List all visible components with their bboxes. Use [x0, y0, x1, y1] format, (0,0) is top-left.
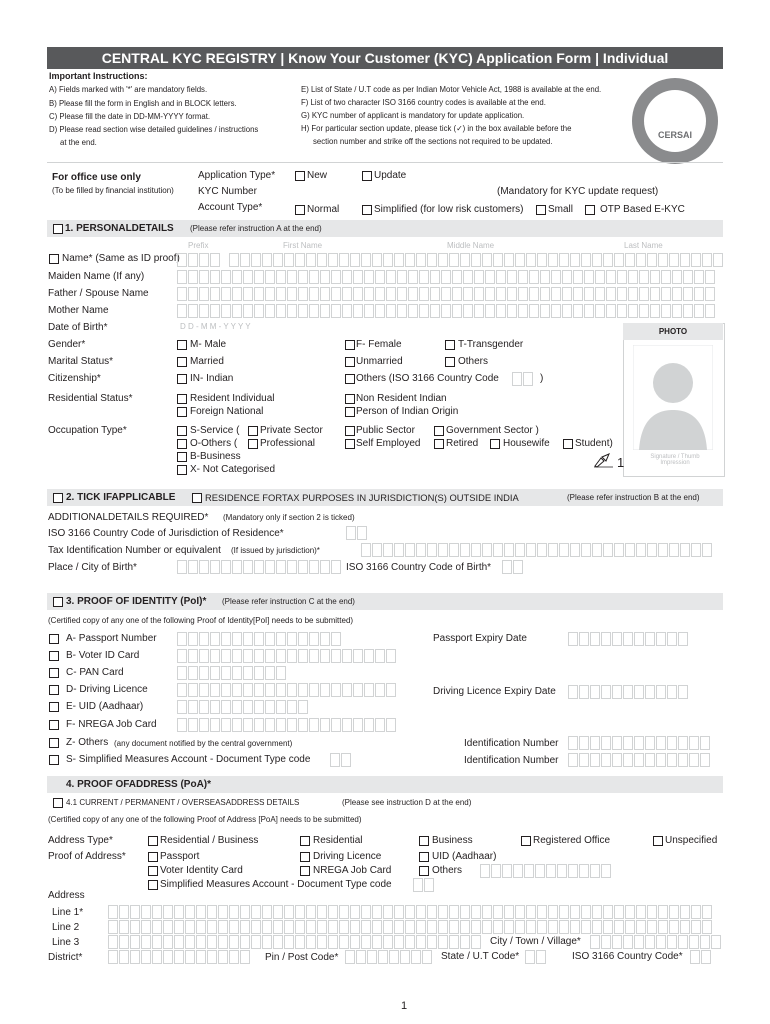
poa-simplified-code-field[interactable]	[413, 878, 435, 892]
citizen-others-checkbox[interactable]	[345, 374, 355, 384]
driving-licence-label: D- Driving Licence	[66, 684, 148, 695]
district-field[interactable]	[108, 950, 251, 964]
foreign-national-checkbox[interactable]	[177, 407, 187, 417]
indian-label: IN- Indian	[190, 373, 234, 384]
instruction-d-cont: at the end.	[60, 138, 97, 147]
small-label: Small	[548, 204, 574, 215]
voter-id-checkbox[interactable]	[49, 651, 59, 661]
tin-field[interactable]	[361, 543, 713, 557]
passport-expiry-field[interactable]	[568, 632, 689, 646]
poa-voter-checkbox[interactable]	[148, 866, 158, 876]
passport-label: A- Passport Number	[66, 633, 157, 644]
new-checkbox[interactable]	[295, 171, 305, 181]
citizen-country-code-field[interactable]	[512, 372, 534, 386]
unspecified-label: Unspecified	[665, 835, 718, 846]
id-number-2-field[interactable]	[568, 753, 711, 767]
signature-hint: Signature / Thumb Impression	[650, 454, 700, 466]
instruction-b: B) Please fill the form in English and in BLOCK letters.	[49, 99, 237, 108]
voter-id-label: B- Voter ID Card	[66, 650, 140, 661]
driving-licence-field[interactable]	[177, 683, 397, 697]
business-address-label: Business	[432, 835, 473, 846]
mother-name-label: Mother Name	[48, 305, 109, 316]
instruction-e: E) List of State / U.T code as per Indian Motor Vehicle Act, 1988 is available at the end.	[301, 85, 602, 94]
simplified-account-label: S- Simplified Measures Account - Document Type code	[66, 754, 311, 765]
government-sector-checkbox[interactable]	[434, 426, 444, 436]
jurisdiction-code-label: ISO 3166 Country Code of Jurisdiction of Residence*	[48, 528, 284, 539]
birth-country-code-field[interactable]	[502, 560, 524, 574]
normal-checkbox[interactable]	[295, 205, 305, 215]
male-label: M- Male	[190, 339, 227, 350]
residential-checkbox[interactable]	[300, 836, 310, 846]
z-others-checkbox[interactable]	[49, 738, 59, 748]
tin-note: (If issued by jurisdiction)*	[231, 546, 320, 555]
section-3-title: 3. PROOF OF IDENTITY (PoI)*	[66, 596, 207, 607]
maiden-name-field[interactable]	[177, 270, 716, 284]
marital-others-label: Others	[458, 356, 489, 367]
district-label: District*	[48, 952, 83, 963]
unmarried-checkbox[interactable]	[345, 357, 355, 367]
section-4-1-title: 4.1 CURRENT / PERMANENT / OVERSEASADDRESS DETAILS	[66, 798, 300, 807]
foreign-national-label: Foreign National	[190, 406, 264, 417]
voter-id-field[interactable]	[177, 649, 397, 663]
application-type-label: Application Type*	[198, 170, 276, 181]
otp-checkbox[interactable]	[585, 205, 595, 215]
pin-field[interactable]	[345, 950, 433, 964]
retired-label: Retired	[446, 438, 479, 449]
address-type-label: Address Type*	[48, 835, 113, 846]
update-checkbox[interactable]	[362, 171, 372, 181]
place-of-birth-label: Place / City of Birth*	[48, 562, 137, 573]
father-spouse-field[interactable]	[177, 287, 716, 301]
signature-mark: 1	[617, 455, 625, 470]
indian-checkbox[interactable]	[177, 374, 187, 384]
nrega-checkbox[interactable]	[49, 720, 59, 730]
married-label: Married	[190, 356, 224, 367]
passport-number-field[interactable]	[177, 632, 342, 646]
section-2-checkbox[interactable]	[53, 493, 63, 503]
first-name-hint: First Name	[283, 241, 323, 250]
city-label: City / Town / Village*	[490, 936, 581, 947]
line-2-label: Line 2	[52, 922, 80, 933]
uid-checkbox[interactable]	[49, 702, 59, 712]
business-checkbox[interactable]	[177, 452, 187, 462]
small-checkbox[interactable]	[536, 205, 546, 215]
pen-sign-icon	[593, 452, 615, 468]
pan-checkbox[interactable]	[49, 668, 59, 678]
line-3-label: Line 3	[52, 937, 80, 948]
retired-checkbox[interactable]	[434, 439, 444, 449]
poa-nrega-checkbox[interactable]	[300, 866, 310, 876]
residential-label: Residential	[313, 835, 363, 846]
line-3-field[interactable]	[108, 935, 482, 949]
instruction-h: H) For particular section update, please tick (✓) in the box available before the	[301, 124, 572, 133]
marital-others-checkbox[interactable]	[445, 357, 455, 367]
pan-field[interactable]	[177, 666, 287, 680]
last-name-hint: Last Name	[624, 241, 663, 250]
registered-office-label: Registered Office	[533, 835, 611, 846]
not-categorised-checkbox[interactable]	[177, 465, 187, 475]
section-1-checkbox[interactable]	[53, 224, 63, 234]
business-address-checkbox[interactable]	[419, 836, 429, 846]
self-employed-label: Self Employed	[356, 438, 421, 449]
housewife-checkbox[interactable]	[490, 439, 500, 449]
student-checkbox[interactable]	[563, 439, 573, 449]
cersai-logo: CERSAI	[632, 78, 718, 164]
office-use-title: For office use only	[52, 172, 141, 183]
kyc-number-note: (Mandatory for KYC update request)	[497, 186, 659, 197]
transgender-checkbox[interactable]	[445, 340, 455, 350]
instruction-a: A) Fields marked with '*' are mandatory fields.	[49, 85, 208, 94]
private-sector-label: Private Sector	[260, 425, 323, 436]
poa-others-checkbox[interactable]	[419, 866, 429, 876]
instruction-c: C) Please fill the date in DD-MM-YYYY format.	[49, 112, 211, 121]
citizen-close-paren: )	[540, 373, 544, 384]
nri-checkbox[interactable]	[345, 394, 355, 404]
passport-expiry-label: Passport Expiry Date	[433, 633, 527, 644]
student-label: Student)	[575, 438, 613, 449]
service-label: S-Service (	[190, 425, 240, 436]
city-field[interactable]	[590, 935, 722, 949]
dob-label: Date of Birth*	[48, 322, 108, 333]
simplified-label: Simplified (for low risk customers)	[374, 204, 524, 215]
section-1-note: (Please refer instruction A at the end)	[190, 224, 322, 233]
nrega-label: F- NREGA Job Card	[66, 719, 157, 730]
state-code-field[interactable]	[525, 950, 547, 964]
poa-others-label: Others	[432, 865, 463, 876]
resident-individual-label: Resident Individual	[190, 393, 275, 404]
poa-passport-label: Passport	[160, 851, 200, 862]
o-others-label: O-Others (	[190, 438, 238, 449]
gender-label: Gender*	[48, 339, 86, 350]
male-checkbox[interactable]	[177, 340, 187, 350]
line-1-field[interactable]	[108, 905, 713, 919]
maiden-name-label: Maiden Name (If any)	[48, 271, 145, 282]
line-1-label: Line 1*	[52, 907, 84, 918]
section-2-note: (Please refer instruction B at the end)	[567, 493, 700, 502]
father-spouse-label: Father / Spouse Name	[48, 288, 149, 299]
jurisdiction-code-field[interactable]	[346, 526, 368, 540]
account-type-label: Account Type*	[198, 202, 263, 213]
section-4-1-checkbox[interactable]	[53, 798, 63, 808]
line-2-field[interactable]	[108, 920, 713, 934]
photo-label: PHOTO	[623, 323, 723, 340]
section-1-title: 1. PERSONALDETAILS	[65, 223, 174, 234]
marital-status-label: Marital Status*	[48, 356, 114, 367]
public-sector-checkbox[interactable]	[345, 426, 355, 436]
name-prefix-field[interactable]	[177, 253, 221, 267]
instruction-f: F) List of two character ISO 3166 country codes is available at the end.	[301, 98, 546, 107]
otp-label: OTP Based E-KYC	[600, 204, 685, 215]
middle-name-hint: Middle Name	[447, 241, 495, 250]
pio-label: Person of Indian Origin	[356, 406, 459, 417]
id-number-label: Identification Number	[464, 738, 559, 749]
pio-checkbox[interactable]	[345, 407, 355, 417]
name-checkbox[interactable]	[49, 254, 59, 264]
section-4-1-note: (Please see instruction D at the end)	[342, 798, 472, 807]
housewife-label: Housewife	[503, 438, 550, 449]
female-checkbox[interactable]	[345, 340, 355, 350]
poa-simplified-checkbox[interactable]	[148, 880, 158, 890]
service-checkbox[interactable]	[177, 426, 187, 436]
government-sector-label: Government Sector )	[446, 425, 539, 436]
poa-passport-checkbox[interactable]	[148, 852, 158, 862]
res-business-label: Residential / Business	[160, 835, 259, 846]
not-categorised-label: X- Not Categorised	[190, 464, 276, 475]
tax-residence-label: RESIDENCE FORTAX PURPOSES IN JURISDICTION(S) OUTSIDE INDIA	[205, 492, 519, 503]
resident-individual-checkbox[interactable]	[177, 394, 187, 404]
country-code-label: ISO 3166 Country Code*	[572, 951, 683, 962]
nrega-field[interactable]	[177, 718, 397, 732]
poa-voter-label: Voter Identity Card	[160, 865, 243, 876]
section-3-note: (Please refer instruction C at the end)	[222, 597, 355, 606]
dl-expiry-label: Driving Licence Expiry Date	[433, 686, 556, 697]
poa-uid-label: UID (Aadhaar)	[432, 851, 497, 862]
instructions-heading: Important Instructions:	[49, 71, 148, 81]
simplified-account-checkbox[interactable]	[49, 755, 59, 765]
simplified-checkbox[interactable]	[362, 205, 372, 215]
tax-residence-checkbox[interactable]	[192, 493, 202, 503]
uid-label: E- UID (Aadhaar)	[66, 701, 144, 712]
pin-label: Pin / Post Code*	[265, 952, 339, 963]
new-label: New	[307, 170, 328, 181]
update-label: Update	[374, 170, 407, 181]
kyc-number-label: KYC Number	[198, 186, 257, 197]
z-others-label: Z- Others	[66, 737, 109, 748]
citizenship-label: Citizenship*	[48, 373, 101, 384]
poa-simplified-label: Simplified Measures Account - Document Type code	[160, 879, 392, 890]
unmarried-label: Unmarried	[356, 356, 403, 367]
page-number: 1	[401, 1000, 408, 1012]
country-code-field[interactable]	[690, 950, 712, 964]
additional-details-label: ADDITIONALDETAILS REQUIRED*	[48, 512, 209, 523]
driving-licence-checkbox[interactable]	[49, 685, 59, 695]
female-label: F- Female	[356, 339, 402, 350]
occupation-type-label: Occupation Type*	[48, 425, 127, 436]
registered-office-checkbox[interactable]	[521, 836, 531, 846]
instruction-h-cont: section number and strike off the sections not required to be updated.	[313, 137, 553, 146]
address-heading: Address	[48, 890, 85, 901]
married-checkbox[interactable]	[177, 357, 187, 367]
tin-label: Tax Identification Number or equivalent	[48, 545, 221, 556]
business-label: B-Business	[190, 451, 241, 462]
normal-label: Normal	[307, 204, 340, 215]
simplified-doc-code-field[interactable]	[330, 753, 352, 767]
form-title: CENTRAL KYC REGISTRY | Know Your Customer (KYC) Application Form | Individual	[47, 47, 723, 69]
z-others-note: (any document notified by the central government)	[114, 739, 293, 748]
birth-country-code-label: ISO 3166 Country Code of Birth*	[346, 562, 492, 573]
transgender-label: T-Transgender	[458, 339, 524, 350]
private-sector-checkbox[interactable]	[248, 426, 258, 436]
poa-nrega-label: NREGA Job Card	[313, 865, 392, 876]
public-sector-label: Public Sector	[356, 425, 415, 436]
name-label: Name* (Same as ID proof)	[62, 253, 180, 264]
poa-dl-checkbox[interactable]	[300, 852, 310, 862]
section-4-title: 4. PROOF OFADDRESS (PoA)*	[66, 779, 212, 790]
dl-expiry-field[interactable]	[568, 685, 689, 699]
nri-label: Non Resident Indian	[356, 393, 447, 404]
mother-name-field[interactable]	[177, 304, 716, 318]
instruction-d: D) Please read section wise detailed guidelines / instructions	[49, 125, 259, 134]
first-name-field[interactable]	[229, 253, 724, 267]
state-code-label: State / U.T Code*	[441, 951, 520, 962]
poa-uid-checkbox[interactable]	[419, 852, 429, 862]
section-3-checkbox[interactable]	[53, 597, 63, 607]
poa-others-field[interactable]	[480, 864, 612, 878]
office-use-sub: (To be filled by financial institution)	[52, 186, 174, 195]
proof-of-address-label: Proof of Address*	[48, 851, 126, 862]
professional-label: Professional	[260, 438, 316, 449]
person-silhouette-icon	[633, 345, 713, 450]
o-others-checkbox[interactable]	[177, 439, 187, 449]
poa-dl-label: Driving Licence	[313, 851, 382, 862]
section-2-title: 2. TICK IFAPPLICABLE	[66, 492, 176, 503]
citizen-others-label: Others (ISO 3166 Country Code	[356, 373, 499, 384]
id-number-2-label: Identification Number	[464, 755, 559, 766]
dob-field[interactable]: D D - M M - Y Y Y Y	[180, 322, 251, 331]
self-employed-checkbox[interactable]	[345, 439, 355, 449]
instruction-g: G) KYC number of applicant is mandatory for update application.	[301, 111, 525, 120]
place-of-birth-field[interactable]	[177, 560, 342, 574]
passport-checkbox[interactable]	[49, 634, 59, 644]
pan-label: C- PAN Card	[66, 667, 124, 678]
residential-status-label: Residential Status*	[48, 393, 133, 404]
uid-field[interactable]	[177, 700, 309, 714]
section-3-cert: (Certified copy of any one of the following Proof of Identity[PoI] needs to be submitted)	[48, 616, 354, 625]
id-number-field[interactable]	[568, 736, 711, 750]
prefix-hint: Prefix	[188, 241, 209, 250]
professional-checkbox[interactable]	[248, 439, 258, 449]
additional-details-note: (Mandatory only if section 2 is ticked)	[223, 513, 355, 522]
section-4-cert: (Certified copy of any one of the following Proof of Address [PoA] needs to be submitted)	[48, 815, 362, 824]
unspecified-checkbox[interactable]	[653, 836, 663, 846]
res-business-checkbox[interactable]	[148, 836, 158, 846]
